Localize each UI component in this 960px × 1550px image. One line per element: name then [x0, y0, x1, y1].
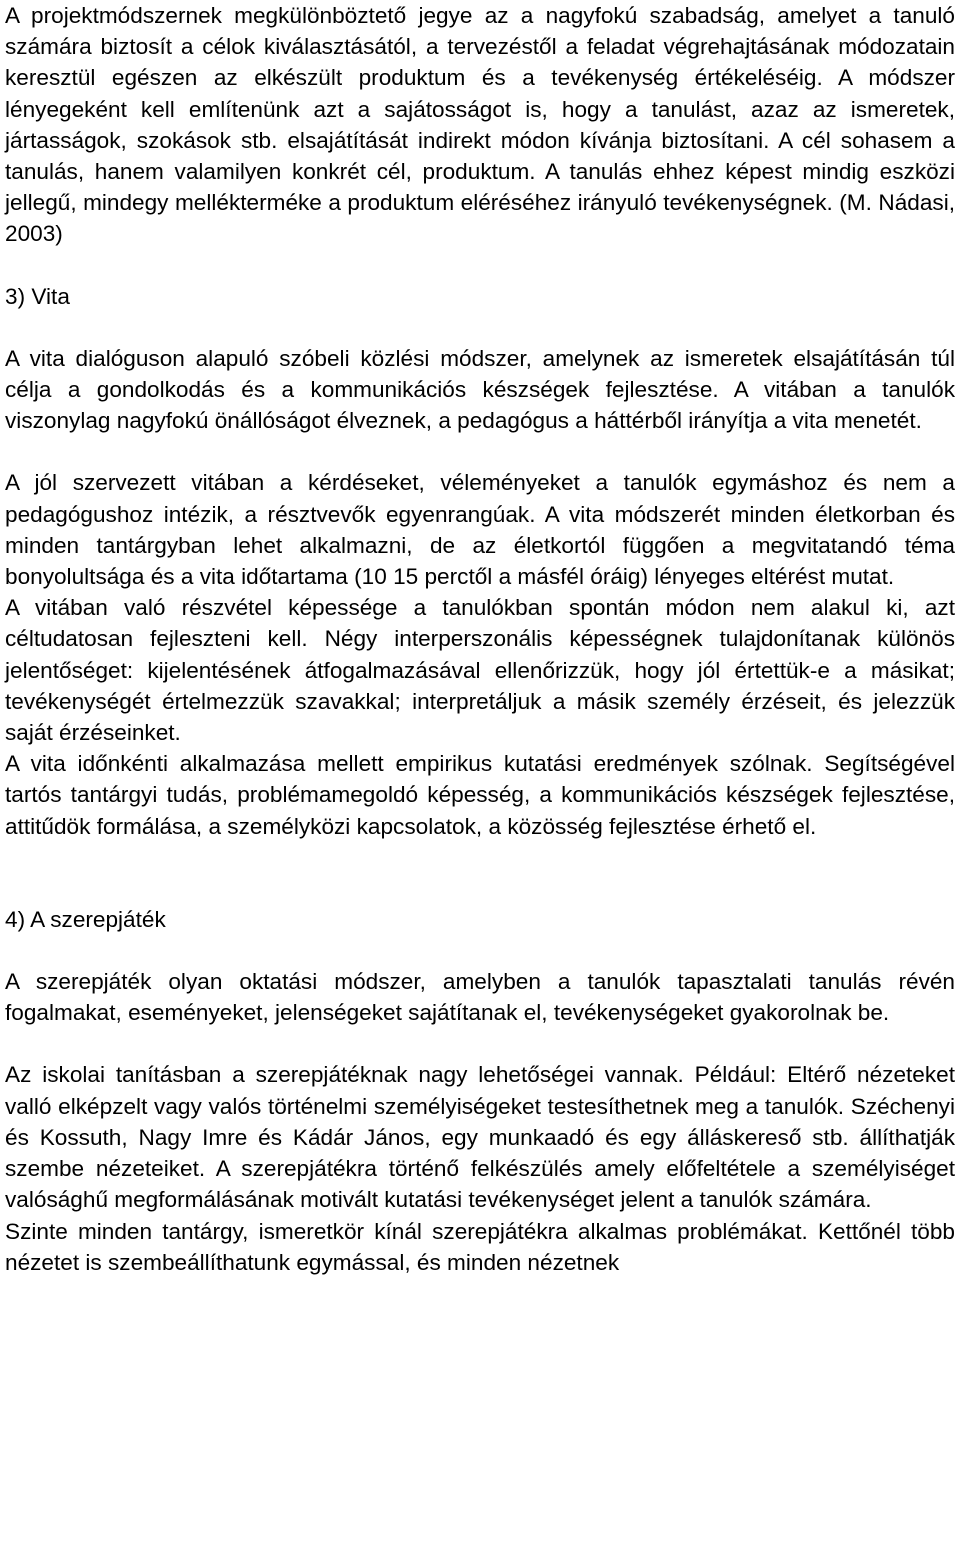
- paragraph-vita-definition: A vita dialóguson alapuló szóbeli közlési módszer, amelynek az ismeretek elsajátításán túl célja a gondolkodás és a kommunikációs készségek fejlesztése. A vitában a tanulók viszonylag nagyfokú önállóságot élveznek, a pedagógus a háttérből irányítja a vita menetét.: [5, 345, 955, 434]
- paragraph-szerepjatek-definition: A szerepjáték olyan oktatási módszer, amelyben a tanulók tapasztalati tanulás révén fogalmakat, eseményeket, jelenségeket sajátítanak el, tevékenységeket gyakorolnak be.: [5, 969, 955, 1026]
- section-heading-szerepjatek: 4) A szerepjáték: [5, 906, 166, 932]
- spacer: [5, 1028, 955, 1059]
- paragraph-vita-research: A vita időnkénti alkalmazása mellett empirikus kutatási eredmények szólnak. Segítségével tartós tantárgyi tudás, problémamegoldó képesség, a kommunikációs készségek fejlesztése, attitűdök formálása, a személyközi kapcsolatok, a közösség fejlesztése érhető el.: [5, 751, 955, 839]
- spacer: [5, 842, 955, 904]
- paragraph-szerepjatek-school: Az iskolai tanításban a szerepjátéknak nagy lehetőségei vannak. Például: Eltérő nézeteket valló elképzelt vagy valós történelmi személyiségeket testesíthetnek meg a tanulók. Széchenyi és Kossuth, Nagy Imre és Kádár János, egy munkaadó és egy álláskereső stb. állíthatják szembe nézeteiket. A szerepjátékra történő felkészülés amely előfeltétele a személyiséget valósághű megformálásának motivált kutatási tevékenységet jelent a tanulók számára.: [5, 1062, 955, 1213]
- spacer: [5, 436, 955, 467]
- document-page: [5, 0, 955, 1278]
- paragraph-projektmodszer: A projektmódszernek megkülönböztető jegye az a nagyfokú szabadság, amelyet a tanuló számára biztosít a célok kiválasztásától, a tervezéstől a feladat végrehajtásának módozatain keresztül egészen az elkészült produktum és a tevékenység értékeléséig. A módszer lényegeként kell említenünk azt a sajátosságot is, hogy a tanulást, azaz az ismeretek, jártasságok, szokások stb. elsajátítását indirekt módon kívánja biztosítani. A cél sohasem a tanulás, hanem valamilyen konkrét cél, produktum. A tanulás ehhez képest mindig eszközi jellegű, mindegy mellékterméke a produktum eléréséhez irányuló tevékenységnek. (M. Nádasi, 2003): [5, 3, 955, 247]
- spacer: [5, 312, 955, 343]
- section-heading-vita: 3) Vita: [5, 283, 70, 309]
- paragraph-vita-organization: A jól szervezett vitában a kérdéseket, véleményeket a tanulók egymáshoz és nem a pedagógushoz intézik, a résztvevők egyenrangúak. A vita módszerét minden életkorban és minden tantárgyban lehet alkalmazni, de az életkortól függően a megvitatandó téma bonyolultsága és a vita időtartama (10 15 perctől a másfél óráig) lényeges eltérést mutat.: [5, 470, 955, 590]
- paragraph-szerepjatek-subjects: Szinte minden tantárgy, ismeretkör kínál szerepjátékra alkalmas problémákat. Kettőnél több nézetet is szembeállíthatunk egymással, és minden nézetnek: [5, 1218, 955, 1275]
- paragraph-vita-skills: A vitában való részvétel képessége a tanulókban spontán módon nem alakul ki, azt céltudatosan fejleszteni kell. Négy interperszonális képességnek tulajdonítanak különös jelentőséget: kijelentésének átfogalmazásával ellenőrizzük, hogy jól értettük-e a másikat; tevékenységét értelmezzük szavakkal; interpretáljuk a másik személy érzéseit, és jelezzük saját érzéseinket.: [5, 595, 955, 746]
- spacer: [5, 935, 955, 966]
- spacer: [5, 250, 955, 281]
